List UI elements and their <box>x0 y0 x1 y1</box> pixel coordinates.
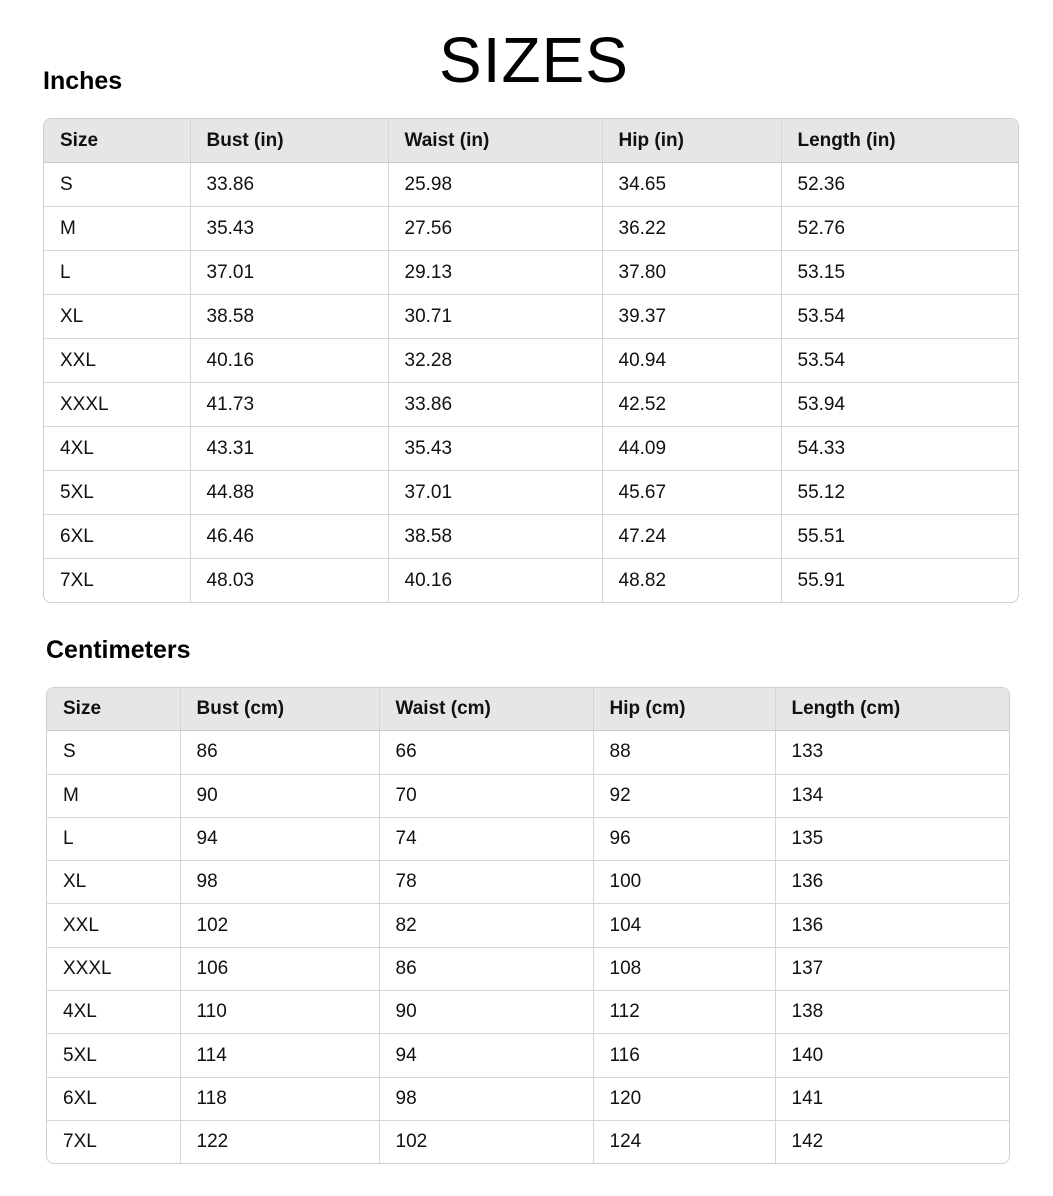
table-cell: 53.54 <box>781 295 1018 339</box>
table-cell: 112 <box>593 991 775 1034</box>
table-cell: 133 <box>775 731 1009 774</box>
table-cell: 108 <box>593 947 775 990</box>
table-cell: 6XL <box>44 515 190 559</box>
table-cell: 70 <box>379 774 593 817</box>
table-cell: 124 <box>593 1120 775 1163</box>
centimeters-table-body <box>47 731 1009 1163</box>
table-cell: 104 <box>593 904 775 947</box>
table-cell: 116 <box>593 1034 775 1077</box>
table-row <box>47 947 1009 990</box>
table-cell: 7XL <box>44 559 190 603</box>
column-header: Waist (in) <box>388 119 602 163</box>
table-cell: 7XL <box>47 1120 180 1163</box>
table-row <box>44 251 1018 295</box>
table-cell: XXL <box>44 339 190 383</box>
table-cell: 4XL <box>47 991 180 1034</box>
table-cell: 102 <box>180 904 379 947</box>
inches-table-body <box>44 163 1018 603</box>
table-cell: M <box>44 207 190 251</box>
table-cell: 98 <box>379 1077 593 1120</box>
table-cell: 86 <box>379 947 593 990</box>
table-cell: S <box>44 163 190 207</box>
table-cell: 90 <box>379 991 593 1034</box>
table-cell: 34.65 <box>602 163 781 207</box>
table-row <box>47 904 1009 947</box>
table-cell: 44.09 <box>602 427 781 471</box>
table-cell: 100 <box>593 861 775 904</box>
table-cell: 48.03 <box>190 559 388 603</box>
centimeters-heading: Centimeters <box>46 636 191 664</box>
table-row <box>44 163 1018 207</box>
table-cell: 35.43 <box>190 207 388 251</box>
table-cell: 37.80 <box>602 251 781 295</box>
table-row <box>47 1077 1009 1120</box>
table-row <box>44 207 1018 251</box>
table-cell: 136 <box>775 904 1009 947</box>
table-row <box>44 383 1018 427</box>
table-cell: 138 <box>775 991 1009 1034</box>
table-cell: 37.01 <box>190 251 388 295</box>
inches-table-header <box>44 119 1018 163</box>
table-cell: 48.82 <box>602 559 781 603</box>
inches-table-container <box>43 118 1019 603</box>
table-cell: 86 <box>180 731 379 774</box>
table-cell: 142 <box>791 1131 824 1153</box>
column-header: Length (cm) <box>775 688 1009 731</box>
table-cell: 82 <box>379 904 593 947</box>
table-row <box>47 1034 1009 1077</box>
table-row <box>47 774 1009 817</box>
table-cell: 106 <box>180 947 379 990</box>
table-cell: 5XL <box>44 471 190 515</box>
table-cell: M <box>47 774 180 817</box>
column-header: Bust (in) <box>190 119 388 163</box>
table-cell: 25.98 <box>388 163 602 207</box>
table-cell: L <box>47 817 180 860</box>
table-cell: 102 <box>379 1120 593 1163</box>
table-cell: 38.58 <box>388 515 602 559</box>
table-cell: 44.88 <box>190 471 388 515</box>
table-cell: 74 <box>379 817 593 860</box>
table-cell: XXL <box>47 904 180 947</box>
table-cell: 135 <box>775 817 1009 860</box>
table-row <box>44 427 1018 471</box>
inches-table <box>44 119 1018 602</box>
table-cell: XXXL <box>47 947 180 990</box>
table-cell: 5XL <box>47 1034 180 1077</box>
table-cell: 94 <box>180 817 379 860</box>
table-cell: 47.24 <box>602 515 781 559</box>
table-cell: 90 <box>180 774 379 817</box>
table-row <box>47 861 1009 904</box>
table-cell: 46.46 <box>190 515 388 559</box>
table-row <box>47 731 1009 774</box>
table-cell: XL <box>44 295 190 339</box>
table-row <box>44 295 1018 339</box>
table-cell: 53.94 <box>781 383 1018 427</box>
table-cell: S <box>47 731 180 774</box>
table-cell: 98 <box>180 861 379 904</box>
column-header: Waist (cm) <box>379 688 593 731</box>
centimeters-table-container <box>46 687 1010 1164</box>
table-cell: 118 <box>180 1077 379 1120</box>
table-row <box>47 1120 1009 1163</box>
table-cell: 41.73 <box>190 383 388 427</box>
table-cell: 33.86 <box>388 383 602 427</box>
table-cell: 39.37 <box>602 295 781 339</box>
table-cell: 141 <box>775 1077 1009 1120</box>
table-cell: 55.51 <box>781 515 1018 559</box>
table-cell: 55.12 <box>781 471 1018 515</box>
table-cell: 78 <box>379 861 593 904</box>
table-cell: XL <box>47 861 180 904</box>
centimeters-table-header <box>47 688 1009 731</box>
table-cell: 36.22 <box>602 207 781 251</box>
table-cell: 140 <box>775 1034 1009 1077</box>
table-row <box>47 817 1009 860</box>
header-row <box>47 688 1009 731</box>
table-cell: 6XL <box>47 1077 180 1120</box>
header-row <box>44 119 1018 163</box>
table-cell: 45.67 <box>602 471 781 515</box>
table-cell: 94 <box>379 1034 593 1077</box>
table-cell: 137 <box>775 947 1009 990</box>
table-cell: 96 <box>593 817 775 860</box>
table-cell: 35.43 <box>388 427 602 471</box>
table-cell: 122 <box>180 1120 379 1163</box>
table-cell: 40.16 <box>388 559 602 603</box>
table-cell: 4XL <box>44 427 190 471</box>
table-cell: 88 <box>593 731 775 774</box>
column-header: Size <box>44 119 190 163</box>
table-cell: 53.15 <box>781 251 1018 295</box>
table-cell: 92 <box>593 774 775 817</box>
centimeters-table <box>47 688 1009 1163</box>
table-row <box>44 339 1018 383</box>
table-cell: 136 <box>775 861 1009 904</box>
column-header: Hip (in) <box>602 119 781 163</box>
table-cell: 29.13 <box>388 251 602 295</box>
table-cell: L <box>44 251 190 295</box>
table-row <box>47 991 1009 1034</box>
table-cell: 52.36 <box>781 163 1018 207</box>
column-header: Hip (cm) <box>593 688 775 731</box>
table-row <box>44 559 1018 603</box>
table-cell: 110 <box>180 991 379 1034</box>
table-cell: 40.94 <box>602 339 781 383</box>
table-cell: 38.58 <box>190 295 388 339</box>
table-row <box>44 471 1018 515</box>
table-cell: 114 <box>180 1034 379 1077</box>
table-cell: 66 <box>379 731 593 774</box>
column-header: Bust (cm) <box>180 688 379 731</box>
table-cell: 53.54 <box>781 339 1018 383</box>
table-cell: 32.28 <box>388 339 602 383</box>
table-cell: 40.16 <box>190 339 388 383</box>
table-row <box>44 515 1018 559</box>
table-cell: 55.91 <box>797 569 846 591</box>
column-header: Length (in) <box>781 119 1018 163</box>
table-cell: 30.71 <box>388 295 602 339</box>
table-cell: 37.01 <box>388 471 602 515</box>
page-title: SIZES <box>439 24 629 96</box>
column-header: Size <box>47 688 180 731</box>
table-cell: 27.56 <box>388 207 602 251</box>
table-cell: 42.52 <box>602 383 781 427</box>
table-cell: XXXL <box>44 383 190 427</box>
inches-heading: Inches <box>43 67 123 95</box>
table-cell: 52.76 <box>781 207 1018 251</box>
table-cell: 54.33 <box>781 427 1018 471</box>
table-cell: 134 <box>775 774 1009 817</box>
table-cell: 33.86 <box>190 163 388 207</box>
table-cell: 120 <box>593 1077 775 1120</box>
table-cell: 43.31 <box>190 427 388 471</box>
